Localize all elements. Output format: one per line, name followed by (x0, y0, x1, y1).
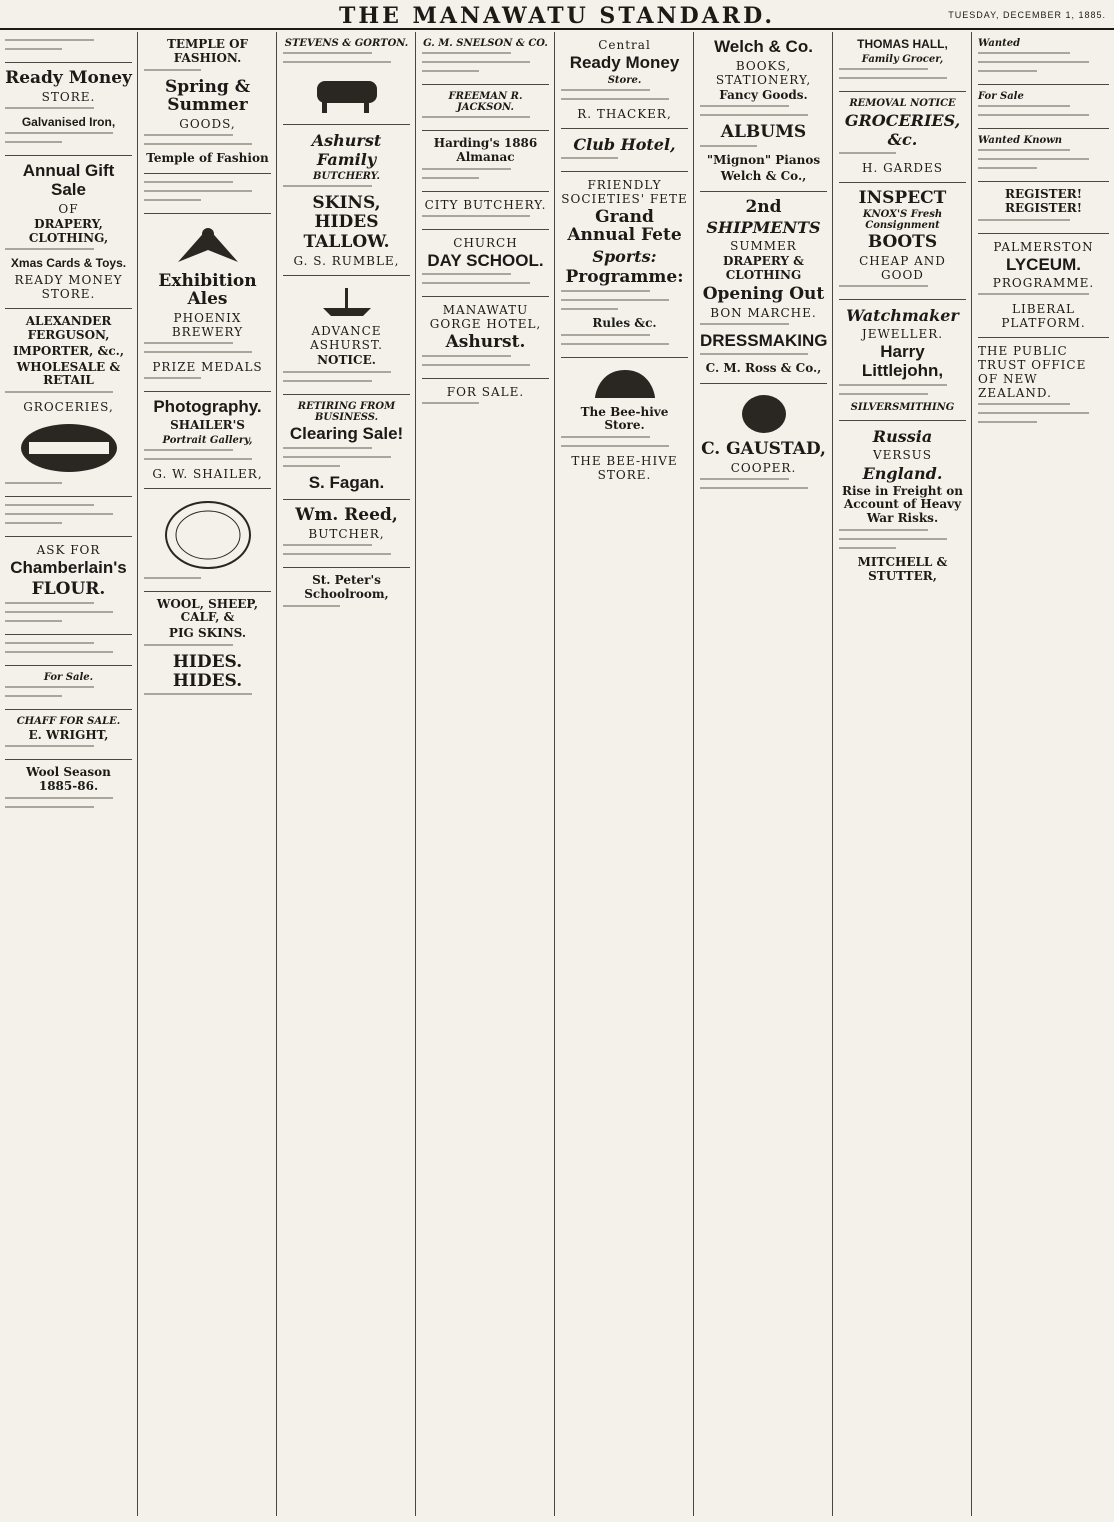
text-placeholder (561, 299, 688, 305)
subheading: BOOKS, STATIONERY, (715, 58, 812, 87)
section-heading: REMOVAL NOTICE (849, 97, 956, 109)
text-placeholder (5, 745, 132, 751)
text-placeholder (422, 402, 549, 408)
text-placeholder (5, 602, 132, 608)
text-placeholder (978, 293, 1109, 299)
text-placeholder (5, 642, 132, 648)
heading: Temple of Fashion (146, 150, 269, 165)
heading: REGISTER! REGISTER! (1005, 187, 1082, 215)
subheading: PHOENIX BREWERY (171, 311, 244, 340)
ad-lyceum (978, 234, 1109, 339)
ad-palmerston-tannery (144, 489, 271, 592)
heading: C. M. Ross & Co., (705, 361, 822, 376)
heading: Wool Season 1885-86. (26, 765, 111, 794)
text-placeholder (422, 215, 549, 221)
subheading: FOR SALE. (446, 384, 525, 399)
text-placeholder (839, 77, 966, 83)
ad-removal (839, 92, 966, 183)
text-placeholder (144, 134, 271, 140)
text-placeholder (144, 199, 271, 205)
text-placeholder (561, 290, 688, 296)
subheading: THE PUBLIC TRUST OFFICE OF NEW ZEALAND. (978, 344, 1087, 401)
ad-welch (700, 32, 827, 192)
text-placeholder (561, 436, 688, 442)
text-placeholder (283, 605, 410, 611)
subheading: VERSUS (872, 447, 932, 462)
text-placeholder (422, 70, 549, 76)
text-placeholder (144, 181, 271, 187)
heading: Ready Money (569, 53, 680, 72)
column-2 (139, 32, 277, 1516)
subheading: BUTCHERY. (313, 171, 380, 182)
column-7 (834, 32, 972, 1516)
text-placeholder (839, 384, 966, 390)
heading: Harry Littlejohn, (861, 342, 944, 380)
heading: TEMPLE OF FASHION. (166, 37, 249, 65)
text-placeholder (839, 68, 966, 74)
text-placeholder (978, 167, 1109, 173)
text-placeholder (700, 145, 827, 151)
text-placeholder (978, 412, 1109, 418)
ad-church-school (422, 230, 549, 298)
column-5 (556, 32, 694, 1516)
ad-harding (422, 131, 549, 192)
text-placeholder (561, 343, 688, 349)
text-placeholder (283, 544, 410, 550)
ad-st-peters (283, 568, 410, 619)
subheading: CHURCH (453, 235, 518, 250)
text-placeholder (283, 553, 410, 559)
text-placeholder (5, 132, 132, 138)
text-placeholder (700, 323, 827, 329)
beehive-icon (580, 366, 670, 402)
text-placeholder (144, 449, 271, 455)
text-placeholder (283, 185, 410, 191)
hardware-cutlery-icon (14, 418, 124, 478)
column-1 (0, 32, 138, 1516)
heading: Wm. Reed, (295, 505, 398, 526)
text-placeholder (283, 380, 410, 386)
subheading: OF (58, 201, 79, 216)
text-placeholder (700, 487, 827, 493)
text-placeholder (839, 152, 966, 158)
text-placeholder (978, 114, 1109, 120)
ad-tenders (144, 174, 271, 214)
heading: The Bee-hive Store. (580, 404, 669, 433)
subheading: STORE. (41, 89, 96, 104)
heading: WOOL, SHEEP, CALF, & (156, 596, 259, 625)
text-placeholder (422, 355, 549, 361)
ad-annual-gift-sale (5, 156, 132, 309)
text-placeholder (978, 403, 1109, 409)
subheading: Family Grocer, (861, 53, 944, 65)
text-placeholder (561, 445, 688, 451)
subheading: G. S. RUMBLE, (293, 254, 400, 269)
text-placeholder (561, 157, 688, 163)
heading: Harding's 1886 Almanac (433, 136, 538, 164)
text-placeholder (283, 61, 410, 67)
heading: C. GAUSTAD, (701, 439, 826, 460)
text-placeholder (422, 273, 549, 279)
text-placeholder (839, 538, 966, 544)
heading: Chamberlain's (10, 558, 127, 578)
heading: DAY SCHOOL. (427, 250, 544, 270)
heading: Club Hotel, (573, 134, 676, 154)
heading: LYCEUM. (1006, 254, 1081, 274)
section-heading: G. M. SNELSON & CO. (423, 38, 548, 49)
heading: HIDES. HIDES. (172, 652, 243, 691)
text-placeholder (283, 456, 410, 462)
ad-club-hotel (561, 129, 688, 172)
heading: Opening Out (702, 284, 825, 305)
heading: 2nd (745, 196, 782, 217)
heading: Galvanised Iron, (21, 114, 116, 129)
heading: NOTICE. (317, 353, 376, 368)
text-placeholder (5, 651, 132, 657)
subheading: PROGRAMME. (992, 276, 1095, 291)
bull-icon (302, 71, 392, 115)
heading: MITCHELL & STUTTER, (857, 554, 948, 583)
text-placeholder (5, 48, 132, 54)
text-placeholder (144, 458, 271, 464)
ad-beehive (561, 358, 688, 490)
text-placeholder (283, 465, 410, 471)
masthead-date: TUESDAY, DECEMBER 1, 1885. (948, 10, 1106, 20)
ad-thomas-hall (839, 32, 966, 92)
ad-city-butchery (422, 192, 549, 230)
subheading: BON MARCHE. (710, 305, 817, 320)
heading: DRAPERY & CLOTHING (722, 254, 805, 283)
subheading: JEWELLER. (861, 327, 944, 342)
ad-central-store (561, 32, 688, 129)
heading: Watchmaker (846, 306, 959, 326)
text-placeholder (422, 52, 549, 58)
masthead (0, 0, 1114, 30)
heading: DRESSMAKING (700, 330, 828, 350)
ad-knox-boots (839, 183, 966, 300)
text-placeholder (5, 797, 132, 803)
heading: SKINS, HIDES (312, 193, 381, 232)
text-placeholder (839, 285, 966, 291)
heading: Photography. (153, 397, 262, 417)
text-placeholder (839, 547, 966, 553)
text-placeholder (5, 107, 132, 113)
text-placeholder (5, 504, 132, 510)
subheading: KNOX'S Fresh Consignment (862, 209, 943, 232)
ad-friendly-societies (561, 172, 688, 358)
section-heading: Wanted (978, 38, 1021, 49)
subheading: IMPORTER, &c., (12, 343, 125, 358)
heading: Ashurst. (445, 332, 526, 353)
ad-ready-money (5, 63, 132, 156)
subheading: CHEAP AND GOOD (859, 254, 946, 283)
heading: Xmas Cards & Toys. (10, 256, 127, 271)
subheading: MANAWATU GORGE HOTEL, (429, 303, 542, 332)
heading: St. Peter's Schoolroom, (304, 572, 389, 601)
ad-gaustad (700, 384, 827, 501)
heading: Welch & Co. (714, 37, 813, 56)
heading: Annual Gift Sale (22, 161, 115, 200)
text-placeholder (144, 351, 271, 357)
heading: E. WRIGHT, (28, 727, 109, 742)
column-6 (695, 32, 833, 1516)
phoenix-icon (158, 222, 258, 268)
heading: GROCERIES, &c. (844, 110, 961, 149)
ad-for-sale-4 (422, 379, 549, 416)
text-placeholder (978, 149, 1109, 155)
subheading: BUTCHER, (308, 526, 385, 541)
masthead-title: THE MANAWATU STANDARD. (338, 3, 776, 29)
heading: INSPECT (858, 187, 947, 208)
subheading: CITY BUTCHERY. (424, 197, 547, 212)
ad-wm-reed (283, 500, 410, 568)
heading: THOMAS HALL, (857, 37, 948, 51)
column-4 (417, 32, 555, 1516)
subheading: THE BEE-HIVE STORE. (571, 454, 678, 483)
tannery-seal-icon (160, 497, 256, 573)
subheading: PALMERSTON (993, 239, 1094, 254)
subheading: ASK FOR (36, 543, 101, 558)
ad-wanted (978, 32, 1109, 85)
ad-register (978, 182, 1109, 234)
ad-clearing-sale (283, 395, 410, 500)
heading: Grand Annual Fete (567, 206, 682, 246)
heading: Spring & Summer (164, 76, 251, 116)
subheading: H. GARDES (862, 160, 943, 175)
subheading: GROCERIES, (23, 400, 114, 415)
heading: Exhibition Ales (158, 270, 257, 310)
subheading: COOPER. (730, 460, 797, 475)
ad-public-trust (978, 338, 1109, 435)
text-placeholder (422, 282, 549, 288)
subheading: GOODS, (179, 116, 236, 131)
subheading: FRIENDLY SOCIETIES' FETE (561, 177, 688, 206)
text-placeholder (144, 377, 271, 383)
section-heading: CHAFF FOR SALE. (16, 715, 121, 727)
subheading: SUMMER (730, 239, 797, 254)
text-placeholder (5, 39, 132, 45)
heading: Rise in Freight on Account of Heavy War Risks. (842, 483, 963, 526)
ad-wool-skins (144, 592, 271, 708)
heading: Ashurst Family (311, 131, 382, 169)
text-placeholder (5, 248, 132, 254)
ad-gorge-hotel (422, 297, 549, 379)
ad-stevens-gorton (283, 32, 410, 125)
text-placeholder (5, 686, 132, 692)
text-placeholder (839, 529, 966, 535)
column-3 (278, 32, 416, 1516)
section-heading: STEVENS & GORTON. (284, 38, 409, 49)
heading: ALEXANDER FERGUSON, (25, 314, 112, 343)
section-heading: For Sale. (43, 671, 94, 683)
heading: FLOUR. (31, 578, 106, 599)
text-placeholder (144, 342, 271, 348)
text-placeholder (144, 69, 271, 75)
ad-russia-england (839, 421, 966, 591)
ad-for-sale (5, 666, 132, 710)
text-placeholder (561, 98, 688, 104)
heading: S. Fagan. (308, 472, 385, 492)
text-placeholder (978, 158, 1109, 164)
text-placeholder (283, 52, 410, 58)
text-placeholder (978, 52, 1109, 58)
heading: SHAILER'S (170, 417, 245, 432)
ad-temple-of-fashion (144, 32, 271, 174)
ad-chamberlain (5, 537, 132, 634)
text-placeholder (283, 447, 410, 453)
text-placeholder (5, 482, 132, 488)
heading: Russia (872, 426, 933, 446)
subheading: WHOLESALE & RETAIL (16, 359, 121, 388)
text-placeholder (978, 421, 1109, 427)
subheading: Central (598, 38, 651, 52)
text-placeholder (144, 190, 271, 196)
text-placeholder (144, 693, 271, 699)
text-placeholder (5, 141, 132, 147)
subheading: LIBERAL PLATFORM. (1001, 302, 1086, 331)
text-placeholder (144, 644, 271, 650)
ad-littlejohn (839, 300, 966, 420)
heading: Clearing Sale! (289, 423, 404, 443)
text-placeholder (5, 391, 132, 397)
text-placeholder (5, 620, 132, 626)
text-placeholder (700, 105, 827, 111)
subheading: Store. (607, 74, 642, 86)
heading: Fancy Goods. (719, 87, 808, 102)
heading: "Mignon" Pianos (706, 153, 821, 168)
heading: Sports: (592, 247, 657, 267)
subheading: Portrait Gallery, (162, 434, 253, 446)
text-placeholder (5, 513, 132, 519)
subheading: READY MONEY STORE. (14, 273, 123, 302)
text-placeholder (700, 114, 827, 120)
ad-farmers (5, 635, 132, 666)
ship-icon (317, 284, 377, 320)
ad-agents (5, 497, 132, 537)
ad-snelson (422, 32, 549, 85)
heading: Rules &c. (592, 315, 657, 330)
text-placeholder (5, 695, 132, 701)
heading: SHIPMENTS (706, 218, 821, 238)
text-placeholder (144, 577, 271, 583)
barrel-icon (729, 392, 799, 436)
text-placeholder (700, 353, 827, 359)
heading: PIG SKINS. (168, 626, 247, 641)
section-heading: For Sale (978, 91, 1024, 102)
ad-chaff (5, 710, 132, 761)
text-placeholder (978, 61, 1109, 67)
text-placeholder (978, 219, 1109, 225)
section-heading: RETIRING FROM BUSINESS. (297, 400, 396, 423)
heading: DRAPERY, CLOTHING, (28, 216, 109, 245)
text-placeholder (144, 143, 271, 149)
text-placeholder (978, 70, 1109, 76)
ad-block (5, 32, 132, 63)
ad-freeman (422, 85, 549, 131)
text-placeholder (5, 806, 132, 812)
heading: ALBUMS (720, 122, 807, 143)
section-heading: SILVERSMITHING (850, 401, 955, 413)
subheading: PRIZE MEDALS (152, 360, 263, 375)
text-placeholder (422, 168, 549, 174)
ad-photography (144, 392, 271, 488)
text-placeholder (978, 105, 1109, 111)
ad-advance-ashurst (283, 276, 410, 395)
ad-bon-marche (700, 192, 827, 384)
text-placeholder (422, 116, 549, 122)
ad-ferguson (5, 309, 132, 497)
subheading: R. THACKER, (577, 106, 672, 121)
heading: Programme: (565, 267, 684, 288)
text-placeholder (422, 177, 549, 183)
text-placeholder (5, 522, 132, 528)
text-placeholder (561, 89, 688, 95)
heading: BOOTS (867, 232, 938, 253)
ad-wanted-known (978, 129, 1109, 182)
heading: England. (862, 463, 943, 483)
heading: Welch & Co., (720, 168, 807, 183)
text-placeholder (839, 393, 966, 399)
column-8 (973, 32, 1114, 1516)
subheading: G. W. SHAILER, (152, 466, 263, 481)
section-heading: FREEMAN R. JACKSON. (448, 91, 523, 113)
heading: Ready Money (5, 68, 132, 88)
subheading: ADVANCE ASHURST. (310, 324, 383, 353)
ad-exhibition-ales (144, 214, 271, 392)
heading: TALLOW. (303, 232, 390, 253)
text-placeholder (283, 371, 410, 377)
text-placeholder (5, 611, 132, 617)
text-placeholder (422, 364, 549, 370)
section-heading: Wanted Known (978, 135, 1063, 146)
text-placeholder (561, 308, 688, 314)
text-placeholder (422, 61, 549, 67)
ad-wool-season (5, 760, 132, 820)
ad-for-sale-8 (978, 85, 1109, 129)
text-placeholder (700, 478, 827, 484)
ad-ashurst-family (283, 125, 410, 276)
text-placeholder (561, 334, 688, 340)
